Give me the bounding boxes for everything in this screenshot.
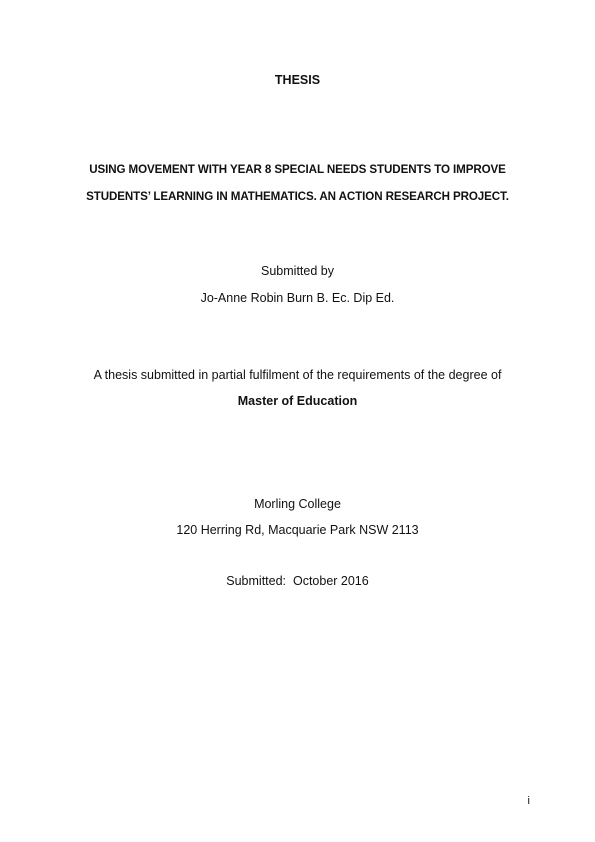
institution-name: Morling College — [254, 497, 341, 511]
submitted-date: Submitted: October 2016 — [226, 574, 369, 588]
institution-address: 120 Herring Rd, Macquarie Park NSW 2113 — [176, 523, 419, 537]
page-number: i — [527, 795, 530, 807]
thesis-heading: THESIS — [274, 73, 321, 87]
degree-name: Master of Education — [237, 394, 358, 408]
author-name: Jo-Anne Robin Burn B. Ec. Dip Ed. — [200, 291, 395, 305]
degree-statement: A thesis submitted in partial fulfilment of the requirements of the degree of — [93, 368, 502, 382]
submitted-by-label: Submitted by — [261, 264, 334, 278]
thesis-title-line-1: USING MOVEMENT WITH YEAR 8 SPECIAL NEEDS STUDENTS TO IMPROVE — [89, 163, 506, 176]
thesis-title-line-2: STUDENTS’ LEARNING IN MATHEMATICS. AN ACTION RESEARCH PROJECT. — [86, 190, 509, 203]
